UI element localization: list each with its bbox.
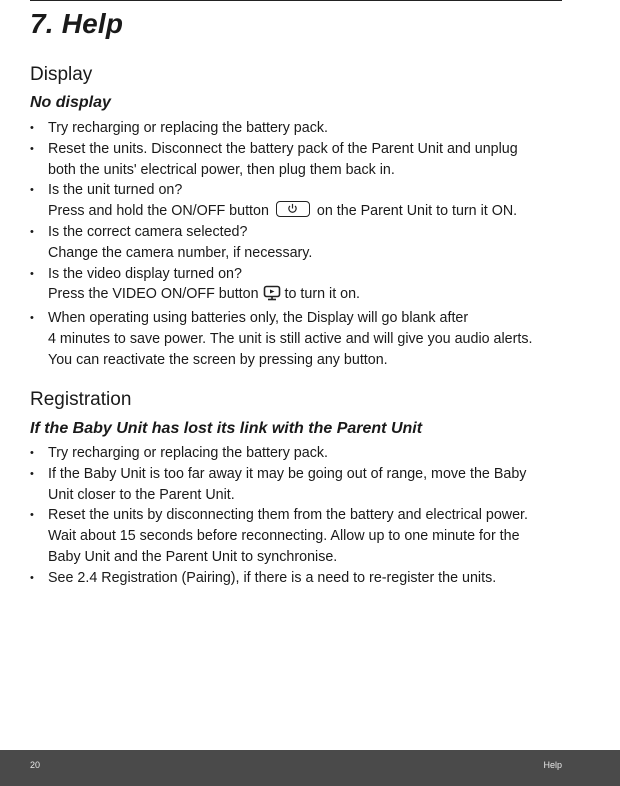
bullet-icon: • [30,267,34,280]
list-item: • Try recharging or replacing the battery pack. [30,443,570,464]
page-title: 7. Help [30,8,124,39]
list-item: • When operating using batteries only, the Display will go blank after 4 minutes to save power. The unit is still active and will give you audio alerts. You can reactivate the screen by pressing any button. [30,310,533,368]
bullet-icon: • [30,467,34,480]
list-item: • Reset the units. Disconnect the battery pack of the Parent Unit and unplug both the units' electrical power, then plug them back in. [30,140,518,178]
section-heading-display: Display [30,64,93,85]
list-item: • Try recharging or replacing the battery pack. [30,118,570,139]
list-item: • Is the video display turned on? Press the VIDEO ON/OFF button to turn it on. [30,264,570,309]
top-rule [30,0,562,1]
list-item: • Is the unit turned on? Press and hold the ON/OFF button on the Parent Unit to turn it ON. [30,182,518,220]
bullet-icon: • [30,312,34,325]
power-icon [276,201,310,217]
section-heading-registration: Registration [30,389,132,410]
bullet-icon: • [30,447,34,459]
subheading-no-display: No display [30,94,111,111]
bullet-icon: • [30,122,34,134]
list-item: • If the Baby Unit is too far away it may be going out of range, move the Baby Unit closer to the Parent Unit. [30,465,527,503]
footer-section-label: Help [543,760,562,770]
registration-troubleshooting-list [30,443,570,589]
bullet-icon: • [30,225,34,238]
list-item: • Is the correct camera selected? Change the camera number, if necessary. [30,223,313,261]
bullet-icon: • [30,184,34,197]
page-footer [0,750,620,786]
video-display-icon [263,285,281,308]
subheading-lost-link: If the Baby Unit has lost its link with the Parent Unit [30,420,423,437]
list-item: • Reset the units by disconnecting them from the battery and electrical power. Wait about 15 seconds before reconnecting. Allow up to one minute for the Baby Unit and the Parent Unit to synchronise. [30,507,528,565]
page-number: 20 [30,760,41,770]
bullet-icon: • [30,571,34,584]
bullet-icon: • [30,509,34,522]
bullet-icon: • [30,142,34,155]
list-item: • See 2.4 Registration (Pairing), if there is a need to re-register the units. [30,568,570,589]
display-troubleshooting-list [30,118,570,371]
